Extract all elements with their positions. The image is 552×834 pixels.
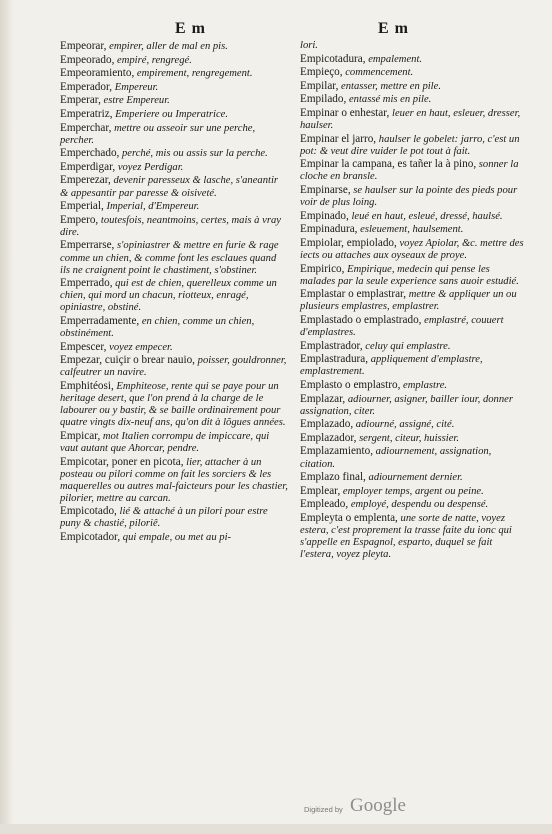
dictionary-entry: [300, 237, 526, 262]
bottom-scan-edge: [0, 824, 552, 834]
headword: Empinado,: [300, 209, 349, 222]
dictionary-entry: [300, 223, 526, 236]
definition: lier, attacher à un posteau ou pilori comme on fait les sorciers & les maquerelles ou autres mal-faicteurs pour les chastier, pilorier, mettre au carcan.: [60, 456, 288, 504]
dictionary-entry: [60, 108, 288, 121]
left-column: [60, 40, 288, 545]
headword: Emplastrador,: [300, 339, 363, 352]
headword: Empilar,: [300, 79, 339, 92]
headword: Empero,: [60, 213, 99, 226]
definition: emplastre.: [403, 379, 448, 391]
dictionary-entry: [60, 341, 288, 354]
definition: devenir paresseux & lasche, s'aneantir & appesantir par paresse & oisiveté.: [60, 175, 279, 199]
definition: Emperiere ou Imperatrice.: [115, 108, 229, 120]
dictionary-entry: [60, 94, 288, 107]
dictionary-entry: [300, 445, 526, 470]
definition: s'opiniastrer & mettre en furie & rage comme un chien, & comme font les esclaues quand ils ne craignent point le chastiment, s'obstiner.: [60, 240, 279, 276]
definition: entassé mis en pile.: [348, 94, 432, 106]
definition: empiré, rengregé.: [117, 54, 192, 66]
dictionary-entry: [300, 80, 526, 93]
dictionary-entry: [300, 133, 526, 158]
dictionary-entry: [300, 393, 526, 418]
headword: Empleado,: [300, 498, 349, 511]
definition: sergent, citeur, huissier.: [359, 432, 460, 444]
headword: Emperrarse,: [60, 239, 115, 252]
headword: Empilado,: [300, 93, 347, 106]
dictionary-entry: [300, 93, 526, 106]
definition: Emphiteose, rente qui se paye pour un heritage desert, que l'on prend à la charge de le labourer ou y bastir, & se baille ordinairement pour quatre vingts dix-neuf ans, qu'on dit à lõgues années.: [60, 380, 286, 429]
dictionary-entry: [60, 54, 288, 67]
headword: Empescer,: [60, 340, 107, 353]
headword: Emplastradura,: [300, 353, 369, 366]
dictionary-entry: [300, 158, 526, 183]
definition: adiournement dernier.: [368, 472, 463, 484]
dictionary-entry: [300, 288, 526, 313]
headword: Empicotado,: [60, 505, 117, 518]
headword: Emperchado,: [60, 147, 120, 160]
headword: Emphitéosi,: [60, 379, 114, 392]
dictionary-entry: [60, 200, 288, 213]
headword: Emplazo final,: [300, 471, 366, 484]
dictionary-entry: [60, 174, 288, 199]
definition: Empirique, medecin qui pense les malades par la seule experience sans auoir estudié.: [300, 263, 519, 287]
headword: Empinar la campana, es tañer la à pino,: [300, 158, 477, 171]
headword: Emplazador,: [300, 431, 357, 444]
headword: Empezar, cuiçir o brear nauio,: [60, 354, 195, 367]
headword: Empicotador,: [60, 531, 121, 544]
dictionary-entry: [60, 430, 288, 455]
definition: lié & attaché à un pilori pour estre puny & chastié, piloriê.: [60, 506, 268, 530]
headword: Emperrado,: [60, 277, 113, 290]
dictionary-entry: [60, 81, 288, 94]
running-head-right: E m: [378, 20, 409, 37]
dictionary-entry: [300, 66, 526, 79]
definition: lori.: [300, 40, 318, 51]
dictionary-entry: [60, 122, 288, 147]
running-head-left: E m: [175, 20, 206, 37]
headword: Empiolar, empiolado,: [300, 236, 397, 249]
headword: Empicotar, poner en picota,: [60, 455, 184, 468]
dictionary-entry: [60, 315, 288, 340]
headword: Empicotadura,: [300, 52, 366, 65]
definition: adiournement, assignation, citation.: [300, 446, 492, 470]
dictionary-entry: [60, 239, 288, 276]
definition: Imperial, d'Empereur.: [106, 201, 200, 213]
dictionary-entry: [60, 277, 288, 314]
dictionary-entry: [60, 456, 288, 505]
dictionary-entry: [300, 485, 526, 498]
dictionary-entry: [60, 40, 288, 53]
dictionary-entry: [60, 531, 288, 544]
headword: Emplasto o emplastro,: [300, 378, 401, 391]
definition: empirer, aller de mal en pis.: [109, 41, 228, 52]
definition: emplastré, couuert d'emplastres.: [300, 314, 504, 339]
definition: qui est de chien, querelleux comme un chien, qui mord un chacun, riotteux, enragé, opiniastre, obstiné.: [60, 278, 277, 314]
definition: qui empale, ou met au pi-: [122, 532, 232, 544]
definition: adiourné, assigné, cité.: [355, 419, 455, 431]
headword: Emperchar,: [60, 121, 112, 134]
definition: empirement, rengregement.: [136, 68, 253, 80]
headword: Empirico,: [300, 262, 345, 275]
definition: commencement.: [345, 67, 414, 79]
headword: Emperdigar,: [60, 160, 116, 173]
headword: Empinar o enhestar,: [300, 106, 390, 119]
dictionary-entry: [300, 263, 526, 288]
definition: employer temps, argent ou peine.: [342, 485, 484, 497]
headword: Empicar,: [60, 429, 101, 442]
dictionary-entry: [300, 379, 526, 392]
definition: en chien, comme un chien, obstinément.: [60, 315, 255, 340]
headword: Empinadura,: [300, 223, 358, 236]
dictionary-entry: [300, 498, 526, 511]
dictionary-entry: [60, 380, 288, 429]
page-edge-shadow: [0, 0, 14, 834]
headword: Emplastar o emplastrar,: [300, 288, 407, 301]
dictionary-entry: [300, 512, 526, 561]
definition: mettre ou asseoir sur une perche, percher.: [60, 122, 256, 146]
dictionary-entry: [300, 432, 526, 445]
headword: Emperradamente,: [60, 314, 140, 327]
google-watermark: [300, 795, 440, 821]
dictionary-entry: [300, 471, 526, 484]
right-column: [300, 40, 526, 562]
definition: employé, despendu ou despensé.: [350, 499, 489, 511]
dictionary-entry: [300, 210, 526, 223]
definition: adiourner, asigner, bailler iour, donner assignation, citer.: [300, 393, 513, 417]
definition: appliquement d'emplastre, emplastrement.: [300, 354, 483, 378]
dictionary-entry: [300, 340, 526, 353]
definition: se haulser sur la pointe des pieds pour voir de plus loing.: [300, 185, 518, 209]
headword: Emperatriz,: [60, 107, 113, 120]
dictionary-entry: [300, 40, 526, 52]
definition: estre Empereur.: [103, 95, 170, 107]
headword: Emperial,: [60, 200, 104, 213]
definition: Empereur.: [114, 81, 159, 93]
definition: toutesfois, neantmoins, certes, mais à vray dire.: [60, 214, 281, 238]
dictionary-entry: [60, 214, 288, 239]
headword: Empeorado,: [60, 53, 115, 66]
dictionary-entry: [300, 53, 526, 66]
definition: voyez Perdigar.: [117, 161, 184, 173]
headword: Emperar,: [60, 94, 101, 107]
headword: Emplazar,: [300, 392, 346, 405]
headword: Empeorar,: [60, 40, 107, 52]
watermark-prefix: Digitized by: [304, 805, 343, 814]
headword: Empieço,: [300, 66, 343, 79]
dictionary-entry: [60, 354, 288, 379]
headword: Emplazamiento,: [300, 445, 374, 458]
dictionary-entry: [60, 505, 288, 530]
definition: leué en haut, esleué, dressé, haulsé.: [351, 210, 503, 222]
headword: Empleyta o emplenta,: [300, 511, 398, 524]
headword: Emplazado,: [300, 418, 354, 431]
headword: Empinarse,: [300, 184, 351, 197]
google-logo: Google: [350, 795, 406, 816]
dictionary-entry: [300, 353, 526, 378]
dictionary-entry: [300, 314, 526, 339]
definition: esleuement, haulsement.: [360, 224, 464, 236]
definition: entasser, mettre en pile.: [341, 80, 441, 92]
headword: Emplear,: [300, 484, 341, 497]
dictionary-entry: [60, 67, 288, 80]
definition: perché, mis ou assis sur la perche.: [122, 148, 268, 160]
headword: Empeoramiento,: [60, 67, 135, 80]
definition: voyez Apiolar, &c. mettre des iects ou attaches aux oyseaux de proye.: [300, 237, 524, 261]
definition: celuy qui emplastre.: [365, 340, 451, 352]
definition: leuer en haut, esleuer, dresser, haulser.: [300, 107, 521, 132]
definition: mot Italien corrompu de impiccare, qui vaut autant que Ahorcar, pendre.: [60, 430, 270, 454]
dictionary-entry: [300, 107, 526, 132]
definition: mettre & appliquer un ou plusieurs emplastres, emplastrer.: [300, 289, 517, 313]
dictionary-entry: [300, 184, 526, 209]
definition: sonner la cloche en bransle.: [300, 159, 519, 183]
definition: haulser le gobelet: jarro, c'est un pot: & veut dire vuider le pot tout à fait.: [300, 133, 520, 157]
definition: poisser, gouldronner, calfeutrer un navire.: [60, 355, 287, 379]
headword: Empinar el jarro,: [300, 132, 377, 145]
dictionary-entry: [60, 147, 288, 160]
headword: Emplastado o emplastrado,: [300, 313, 422, 326]
definition: empalement.: [368, 53, 423, 65]
dictionary-entry: [300, 418, 526, 431]
dictionary-entry: [60, 161, 288, 174]
headword: Emperezar,: [60, 174, 111, 187]
headword: Emperador,: [60, 80, 113, 93]
definition: voyez empecer.: [109, 341, 173, 353]
definition: une sorte de natte, voyez estera, c'est proprement la trasse faite du ionc qui s'appelle en Espagnol, esparto, duquel se fait l'estera, voyez pleyta.: [300, 512, 512, 561]
